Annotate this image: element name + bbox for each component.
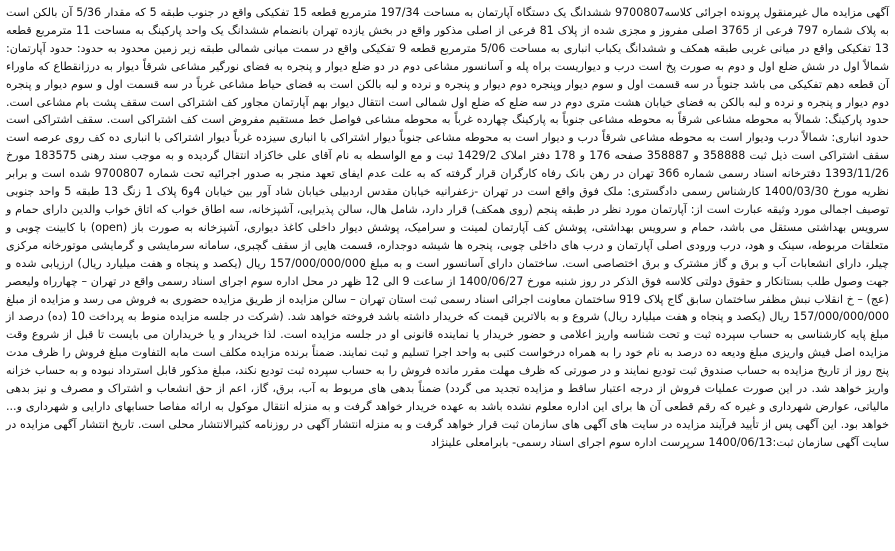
notice-body-text: آگهی مزایده مال غیرمنقول پرونده اجرائی کلاسه9700807 ششدانگ یک دستگاه آپارتمان به مساحت 197/34 مترمربع قطعه 15 تفکیکی واقع در جنوب طبقه 5 که مقدار 5/36 آن بالکن است به پلاک شماره 797 فرعی از 3765 اصلی مفروز و مجزی شده از پلاک 81 فرعی از اصلی مذکور واقع در بخش یازده تهران بانضمام ششدانگ یک واحد پارکینگ به مساحت 11 مترمربع قطعه 13 تفکیکی واقع در میانی غربی طبقه همکف و ششدانگ یکباب انباری به مساحت 5/06 مترمربع قطعه 9 تفکیکی واقع در سمت میانی شمالی طبقه زیر زمین محدود به حدود: حدود آپارتمان: شمالاً اول در شش ضلع اول و دوم به صورت پخ است درب و دیواریست براه پله و آسانسور مشاعی دوم در دو ضلع دیوار و پنجره به فضای نورگیر مشاعی شرقاً دیوار به درزانقطاع که ماوراء آن قطعه دهم تفکیکی می باشد جنوباً در سه قسمت اول و سوم دیوار وپنجره دوم دیوار و پنجره و نرده و لبه بالکن است به فضای حیاط مشاعی غرباً در سه قسمت اول و سوم دیوار و پنجره دوم دیوار و پنجره و نرده و لبه بالکن به فضای خیابان هشت متری دوم در سه ضلع که ضلع اول شمالی است انتقال دیوار بهم آپارتمان مجاور کف اشتراکی است سقف پشت بام مشاعی است. حدود پارکینگ: شمالاً به محوطه مشاعی شرقاً به محوطه مشاعی جنوباً به پارکینگ چهارده غرباً به محوطه مشاعی فواصل خط مستقیم مفروض است کف اشتراکی است. سقف اشتراکی است حدود انباری: شمالاً درب ودیوار است به محوطه مشاعی شرقاً درب و دیوار است به محوطه مشاعی جنوباً دیوار اشتراکی با انباری سیزده غرباً دیوار اشتراکی با انباری ده کف روی عرصه است سقف اشتراکی است ذیل ثبت 358888 و 358887 صفحه 176 و 178 دفتر املاک 1429/2 ثبت و مع الواسطه به نام آقای علی خاکزاد انتقال گردیده و به موجب سند رهنی 183575 مورخ 1393/11/26 دفترخانه اسناد رسمی شماره 366 تهران در رهن بانک رفاه کارگران قرار گرفته که به علت عدم ایفای تعهد منجر به صدور اجرائیه تحت شماره 9700807 شده است و برابر نظریه مورخ 1400/03/30 کارشناس رسمی دادگستری: ملک فوق واقع است در تهران -زعفرانیه خیابان مقدس اردبیلی خیابان شاد آور بین خیابان 4و6 پلاک 1 زنگ 13 طبقه 5 واحد جنوبی توصیف اجمالی مورد وثیقه عبارت است از: آپارتمان مورد نظر در طبقه پنجم (روی همکف) قرار دارد، شامل هال، سالن پذیرایی، آشپزخانه، سه اطاق خواب که اتاق خواب والدین دارای حمام و سرویس بهداشتی مستقل می باشد، حمام و سرویس بهداشتی، پوشش کف آپارتمان لمینت و سرامیک، پوشش دیوار داخلی کاغذ دیواری، آشپزخانه به صورت باز (open) با کابینت چوبی و متعلقات مربوطه، سینک و هود، درب ورودی اصلی آپارتمان و درب های داخلی چوبی، پنجره ها شیشه دوجداره، قسمت هایی از سقف گچبری، سامانه سرمایشی و گرمایشی موتورخانه مرکزی چیلر، دارای انشعابات آب و برق و گاز مشترک و برق اختصاصی است. ساختمان دارای آسانسور است و به مبلغ 157/000/000/000 ریال (یکصد و پنجاه و هفت میلیارد ریال) ارزیابی شده و جهت وصول طلب بستانکار و حقوق دولتی کلاسه فوق الذکر در روز شنبه مورخ 1400/06/27 از ساعت 9 الی 12 ظهر در محل اداره سوم اجرای اسناد رسمی واقع در تهران – چهارراه ولیعصر (عج) – خ انقلاب نبش مظفر ساختمان سابق گاج پلاک 919 ساختمان معاونت اجرائی اسناد رسمی ثبت استان تهران – سالن مزایده از طریق مزایده حضوری به فروش می رسد و مزایده از مبلغ 157/000/000/000 ریال (یکصد و پنجاه و هفت میلیارد ریال) شروع و به بالاترین قیمت که خریدار داشته باشد فروخته خواهد شد. (شرکت در جلسه مزایده منوط به پرداخت 10 (ده) درصد از مبلغ پایه کارشناسی به حساب سپرده ثبت و تحت شناسه واریز اعلامی و حضور خریدار یا نماینده قانونی او در جلسه مزایده است. لذا خریدار و یا خریداران می بایست تا قبل از شروع وقت مزایده اصل فیش واریزی مبلغ ودیعه ده درصد به نام خود را به همراه درخواست کتبی به واحد اجرا تسلیم و ثبت نمایند. ضمناً برنده مزایده مکلف است مابه التفاوت مبلغ فروش را ظرف مدت پنج روز از تاریخ مزایده به حساب صندوق ثبت تودیع نمایند و در صورتی که ظرف مهلت مقرر مانده فروش را به حساب سپرده ثبت تودیع نکند، مبلغ مذکور قابل استرداد نبوده و به حساب خزانه واریز خواهد شد. در این صورت عملیات فروش از درجه اعتبار ساقط و مزایده تجدید می گردد) ضمناً بدهی های مربوط به آب، برق، گاز، اعم از حق انشعاب و اشتراک و مصرف و نیز بدهی مالیاتی، عوارض شهرداری و غیره که رقم قطعی آن ها برای این اداره معلوم نشده باشد به عهده خریدار خواهد گرفت و به منزله انتقال موکول به ارائه مفاصا حسابهای دارایی و شهرداری و... خواهد بود. این آگهی پس از تأیید فرآیند مزایده در سایت های آگهی های سازمان ثبت قرار خواهد گرفت و به منزله انتشار آگهی در روزنامه کثیرالانتشار محلی است. تاریخ انتشار آگهی مزایده در سایت آگهی سازمان ثبت:1400/06/13 سرپرست اداره سوم اجرای اسناد رسمی- بابرامعلی علینژاد <box>6 6 890 449</box>
